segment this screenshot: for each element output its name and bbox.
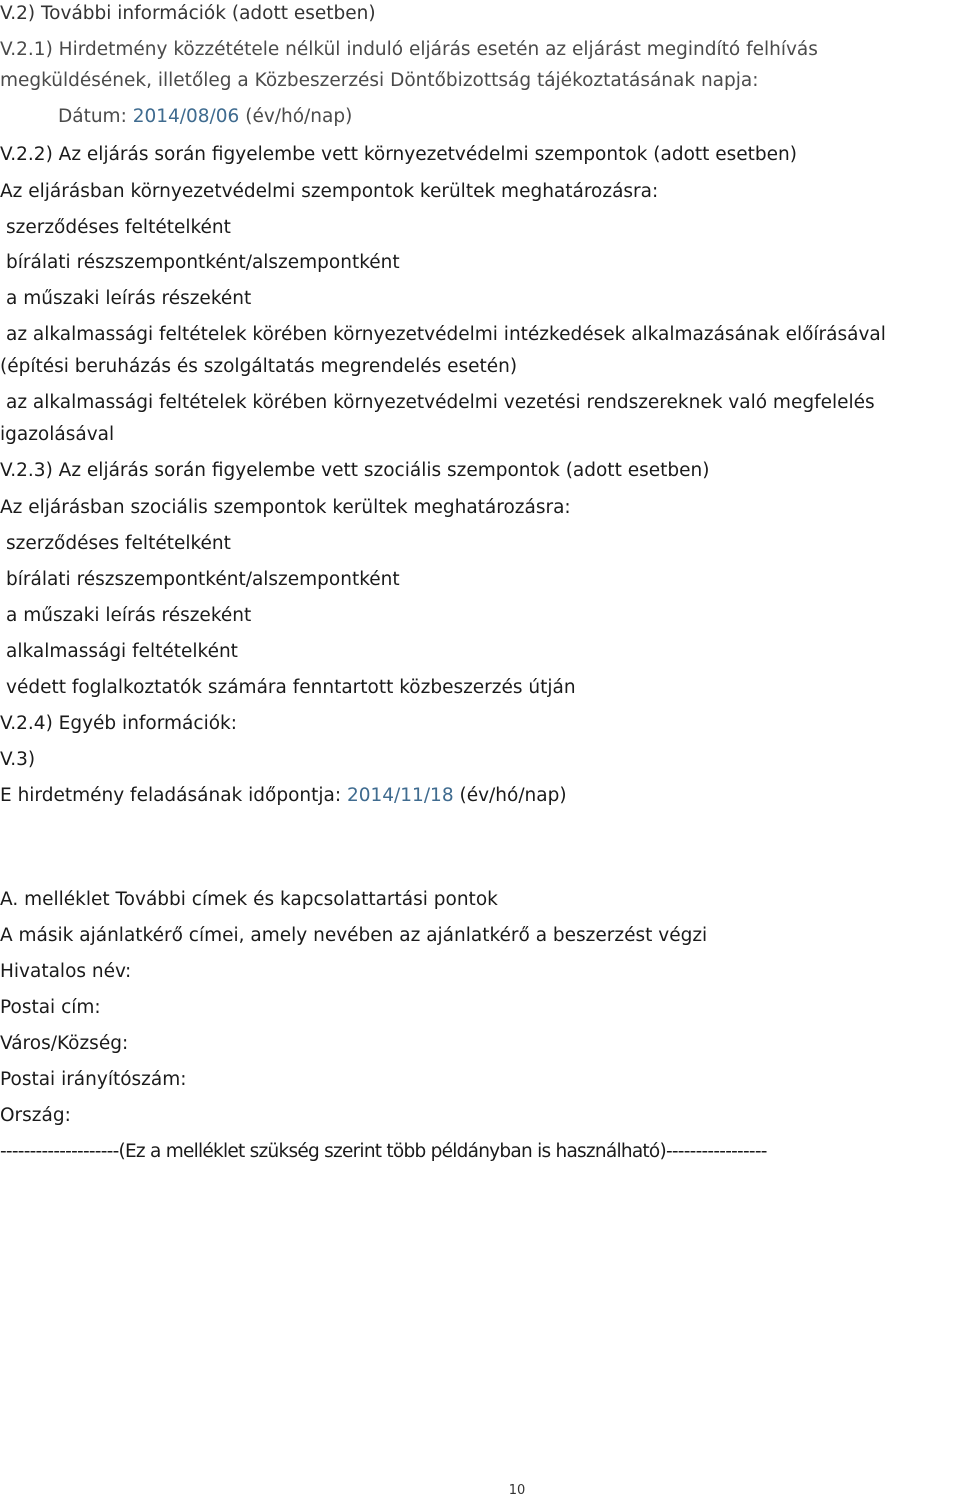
section-v21-text-line1: V.2.1) Hirdetmény közzététele nélkül induló eljárás esetén az eljárást megindító felhívás <box>0 39 818 60</box>
section-v2-heading: V.2) További információk (adott esetben) <box>0 3 376 24</box>
env-item-technical: a műszaki leírás részeként <box>6 288 252 309</box>
field-official-name: Hivatalos név: <box>0 961 132 982</box>
datum-label: Dátum: <box>58 106 133 127</box>
field-country: Ország: <box>0 1105 71 1126</box>
field-postal-code: Postai irányítószám: <box>0 1069 187 1090</box>
soc-item-sheltered: védett foglalkoztatók számára fenntartott közbeszerzés útján <box>6 677 576 698</box>
env-item-evaluation: bírálati részszempontként/alszempontként <box>6 252 400 273</box>
datum-value: 2014/08/06 <box>132 106 240 127</box>
soc-item-suitability: alkalmassági feltételként <box>6 641 238 662</box>
section-v3-heading: V.3) <box>0 749 36 770</box>
page-number: 10 <box>508 1483 526 1498</box>
field-city: Város/Község: <box>0 1033 129 1054</box>
sent-date-unit: (év/hó/nap) <box>453 785 567 806</box>
env-item-management-systems-cont: igazolásával <box>0 424 115 445</box>
annex-repeat-note: --------------------(Ez a melléklet szükség szerint több példányban is használható)----------------- <box>0 1141 767 1162</box>
env-item-contract: szerződéses feltételként <box>6 217 231 238</box>
annex-subtitle: A másik ajánlatkérő címei, amely nevében az ajánlatkérő a beszerzést végzi <box>0 925 708 946</box>
sent-date-row <box>0 784 567 808</box>
sent-date-value: 2014/11/18 <box>346 785 454 806</box>
field-postal-address: Postai cím: <box>0 997 101 1018</box>
section-v23-heading: V.2.3) Az eljárás során figyelembe vett szociális szempontok (adott esetben) <box>0 460 710 481</box>
annex-title: A. melléklet További címek és kapcsolattartási pontok <box>0 889 498 910</box>
section-v21-text-line2: megküldésének, illetőleg a Közbeszerzési Döntőbizottság tájékoztatásának napja: <box>0 70 759 91</box>
soc-item-contract: szerződéses feltételként <box>6 533 231 554</box>
section-v24-heading: V.2.4) Egyéb információk: <box>0 713 237 734</box>
section-v22-heading: V.2.2) Az eljárás során figyelembe vett környezetvédelmi szempontok (adott esetben) <box>0 144 797 165</box>
soc-item-evaluation: bírálati részszempontként/alszempontként <box>6 569 400 590</box>
env-item-suitability-measures: az alkalmassági feltételek körében környezetvédelmi intézkedések alkalmazásának előírásával <box>6 324 886 345</box>
soc-intro: Az eljárásban szociális szempontok kerültek meghatározásra: <box>0 497 571 518</box>
sent-date-label: E hirdetmény feladásának időpontja: <box>0 785 347 806</box>
datum-row <box>58 105 352 129</box>
env-item-management-systems: az alkalmassági feltételek körében környezetvédelmi vezetési rendszereknek való megfelelés <box>6 392 875 413</box>
env-intro: Az eljárásban környezetvédelmi szempontok kerültek meghatározásra: <box>0 181 659 202</box>
env-item-suitability-measures-cont: (építési beruházás és szolgáltatás megrendelés esetén) <box>0 356 518 377</box>
datum-unit: (év/hó/nap) <box>239 106 353 127</box>
soc-item-technical: a műszaki leírás részeként <box>6 605 252 626</box>
